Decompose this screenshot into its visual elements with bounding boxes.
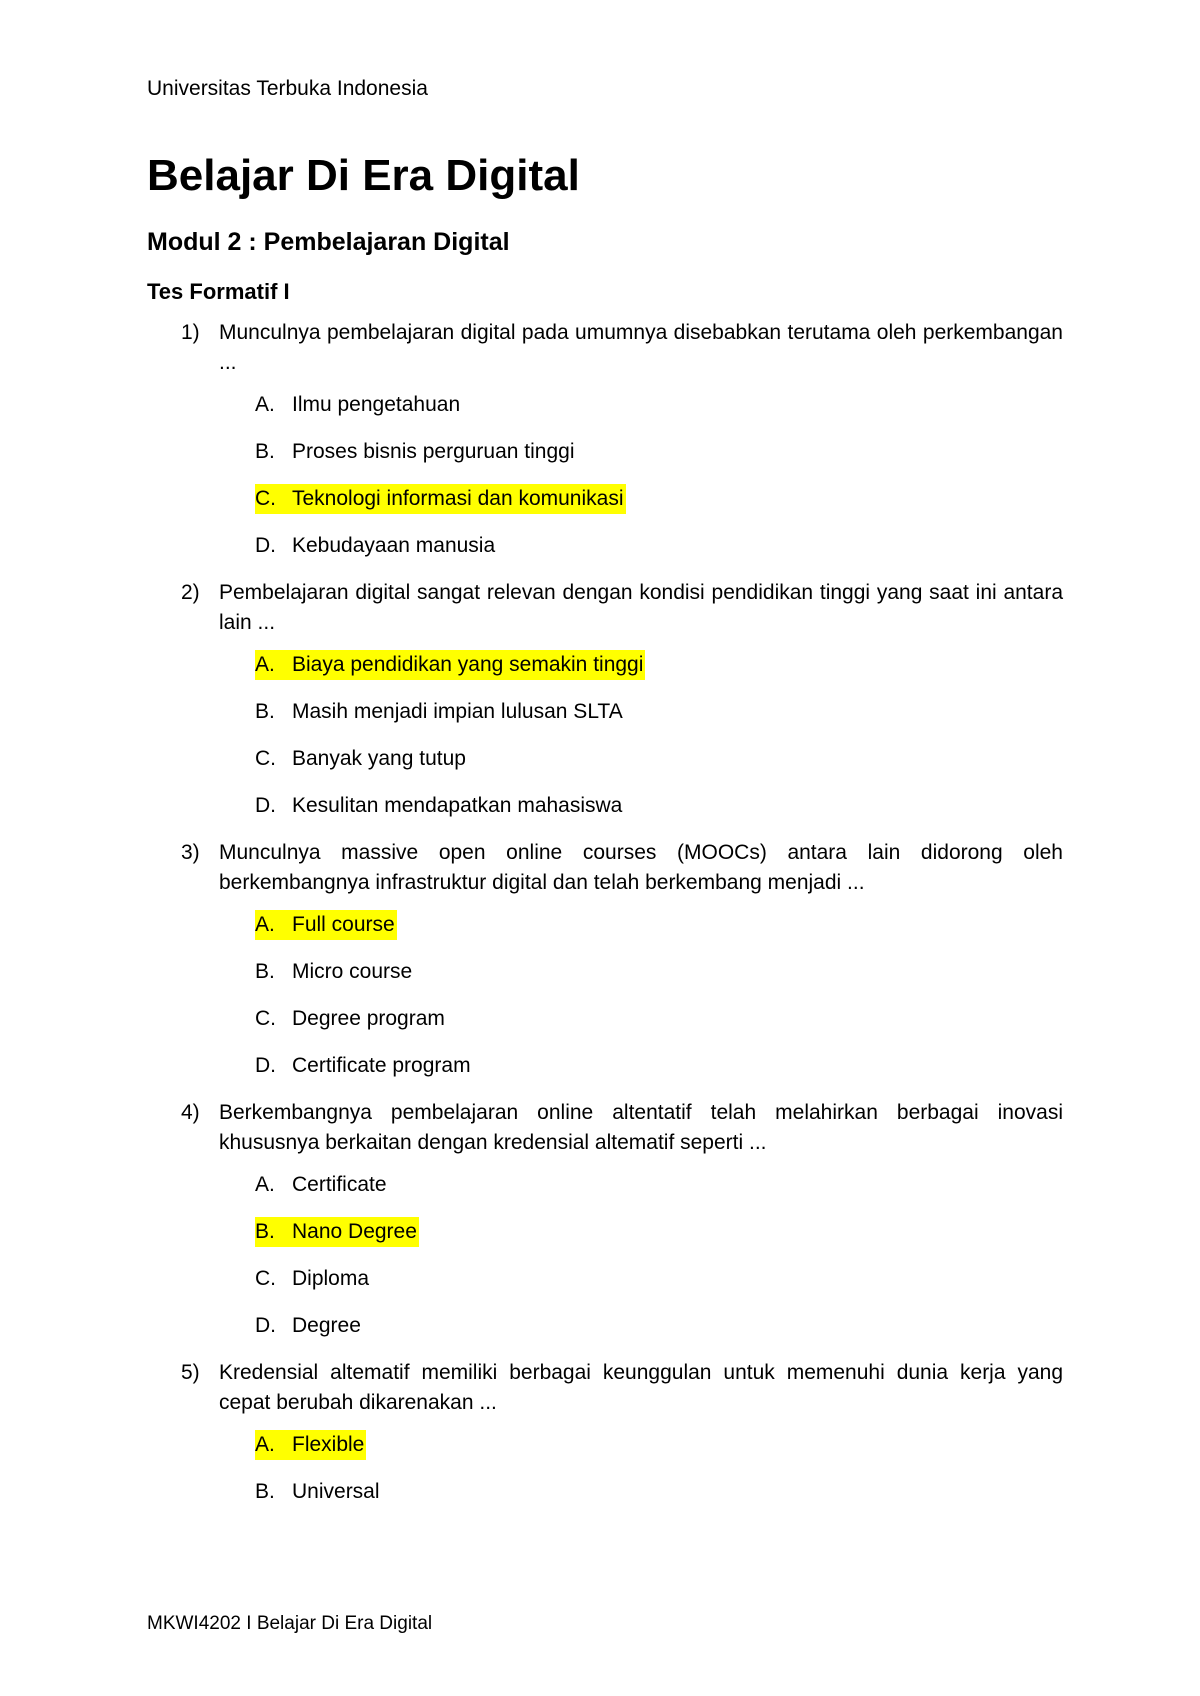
option-text: Masih menjadi impian lulusan SLTA [292,700,623,723]
option-letter: D. [255,1314,276,1337]
header-organization: Universitas Terbuka Indonesia [147,77,428,100]
option-text: Universal [292,1480,380,1503]
option-d[interactable] [255,531,1063,578]
option-d[interactable] [255,791,1063,838]
option-c[interactable] [255,1264,1063,1311]
option-letter: C. [255,1007,276,1030]
question-text: Munculnya massive open online courses (MOOCs) antara lain didorong oleh berkembangnya infrastruktur digital dan telah berkembang menjadi ... [219,841,1063,894]
option-b[interactable] [255,437,1063,484]
question-list [147,318,1063,1524]
question-number: 2) [181,581,200,604]
option-text: Degree [292,1314,361,1337]
question-number: 1) [181,321,200,344]
question-3 [147,838,1063,1098]
question-1 [147,318,1063,578]
option-letter: B. [255,700,275,723]
module-title: Modul 2 : Pembelajaran Digital [147,228,510,256]
option-letter: B. [255,440,275,463]
option-text: Biaya pendidikan yang semakin tinggi [292,653,644,676]
option-a[interactable] [255,1170,1063,1217]
option-letter: A. [255,653,275,676]
option-list [147,910,1063,1098]
document-title: Belajar Di Era Digital [147,151,580,200]
option-list [147,650,1063,838]
question-number: 4) [181,1101,200,1124]
section-title: Tes Formatif I [147,279,290,304]
question-number: 5) [181,1361,200,1384]
option-text: Degree program [292,1007,445,1030]
option-letter: D. [255,534,276,557]
option-d[interactable] [255,1311,1063,1358]
option-text: Certificate [292,1173,387,1196]
question-text: Pembelajaran digital sangat relevan dengan kondisi pendidikan tinggi yang saat ini antara lain ... [219,581,1063,634]
option-d[interactable] [255,1051,1063,1098]
option-letter: D. [255,1054,276,1077]
question-text: Munculnya pembelajaran digital pada umumnya disebabkan terutama oleh perkembangan ... [219,321,1063,374]
option-list [147,390,1063,578]
question-text: Berkembangnya pembelajaran online altentatif telah melahirkan berbagai inovasi khususnya berkaitan dengan kredensial altematif seperti ... [219,1101,1063,1154]
option-c[interactable] [255,1004,1063,1051]
option-letter: A. [255,393,275,416]
option-a[interactable] [255,910,1063,957]
option-b[interactable] [255,1477,1063,1524]
option-a[interactable] [255,390,1063,437]
option-b[interactable] [255,697,1063,744]
option-text: Micro course [292,960,413,983]
question-text: Kredensial altematif memiliki berbagai keunggulan untuk memenuhi dunia kerja yang cepat berubah dikarenakan ... [219,1361,1063,1414]
option-b[interactable] [255,957,1063,1004]
option-letter: D. [255,794,276,817]
question-5 [147,1358,1063,1524]
option-text: Nano Degree [292,1220,417,1243]
page-footer: MKWI4202 I Belajar Di Era Digital [147,1613,433,1634]
option-b[interactable] [255,1217,1063,1264]
option-text: Diploma [292,1267,370,1290]
option-letter: B. [255,1480,275,1503]
option-text: Flexible [292,1433,365,1456]
option-text: Kebudayaan manusia [292,534,496,557]
option-c[interactable] [255,744,1063,791]
question-number: 3) [181,841,200,864]
option-letter: C. [255,1267,276,1290]
option-list [147,1170,1063,1358]
option-list [147,1430,1063,1524]
option-letter: A. [255,1173,275,1196]
option-a[interactable] [255,650,1063,697]
option-a[interactable] [255,1430,1063,1477]
option-letter: C. [255,747,276,770]
option-text: Proses bisnis perguruan tinggi [292,440,575,463]
option-text: Certificate program [292,1054,471,1077]
option-text: Kesulitan mendapatkan mahasiswa [292,794,623,817]
question-4 [147,1098,1063,1358]
option-letter: C. [255,487,276,510]
option-c[interactable] [255,484,1063,531]
option-text: Full course [292,913,395,936]
option-letter: A. [255,913,275,936]
question-2 [147,578,1063,838]
option-letter: B. [255,960,275,983]
option-letter: B. [255,1220,275,1243]
option-text: Banyak yang tutup [292,747,466,770]
option-letter: A. [255,1433,275,1456]
option-text: Teknologi informasi dan komunikasi [292,487,624,510]
option-text: Ilmu pengetahuan [292,393,461,416]
